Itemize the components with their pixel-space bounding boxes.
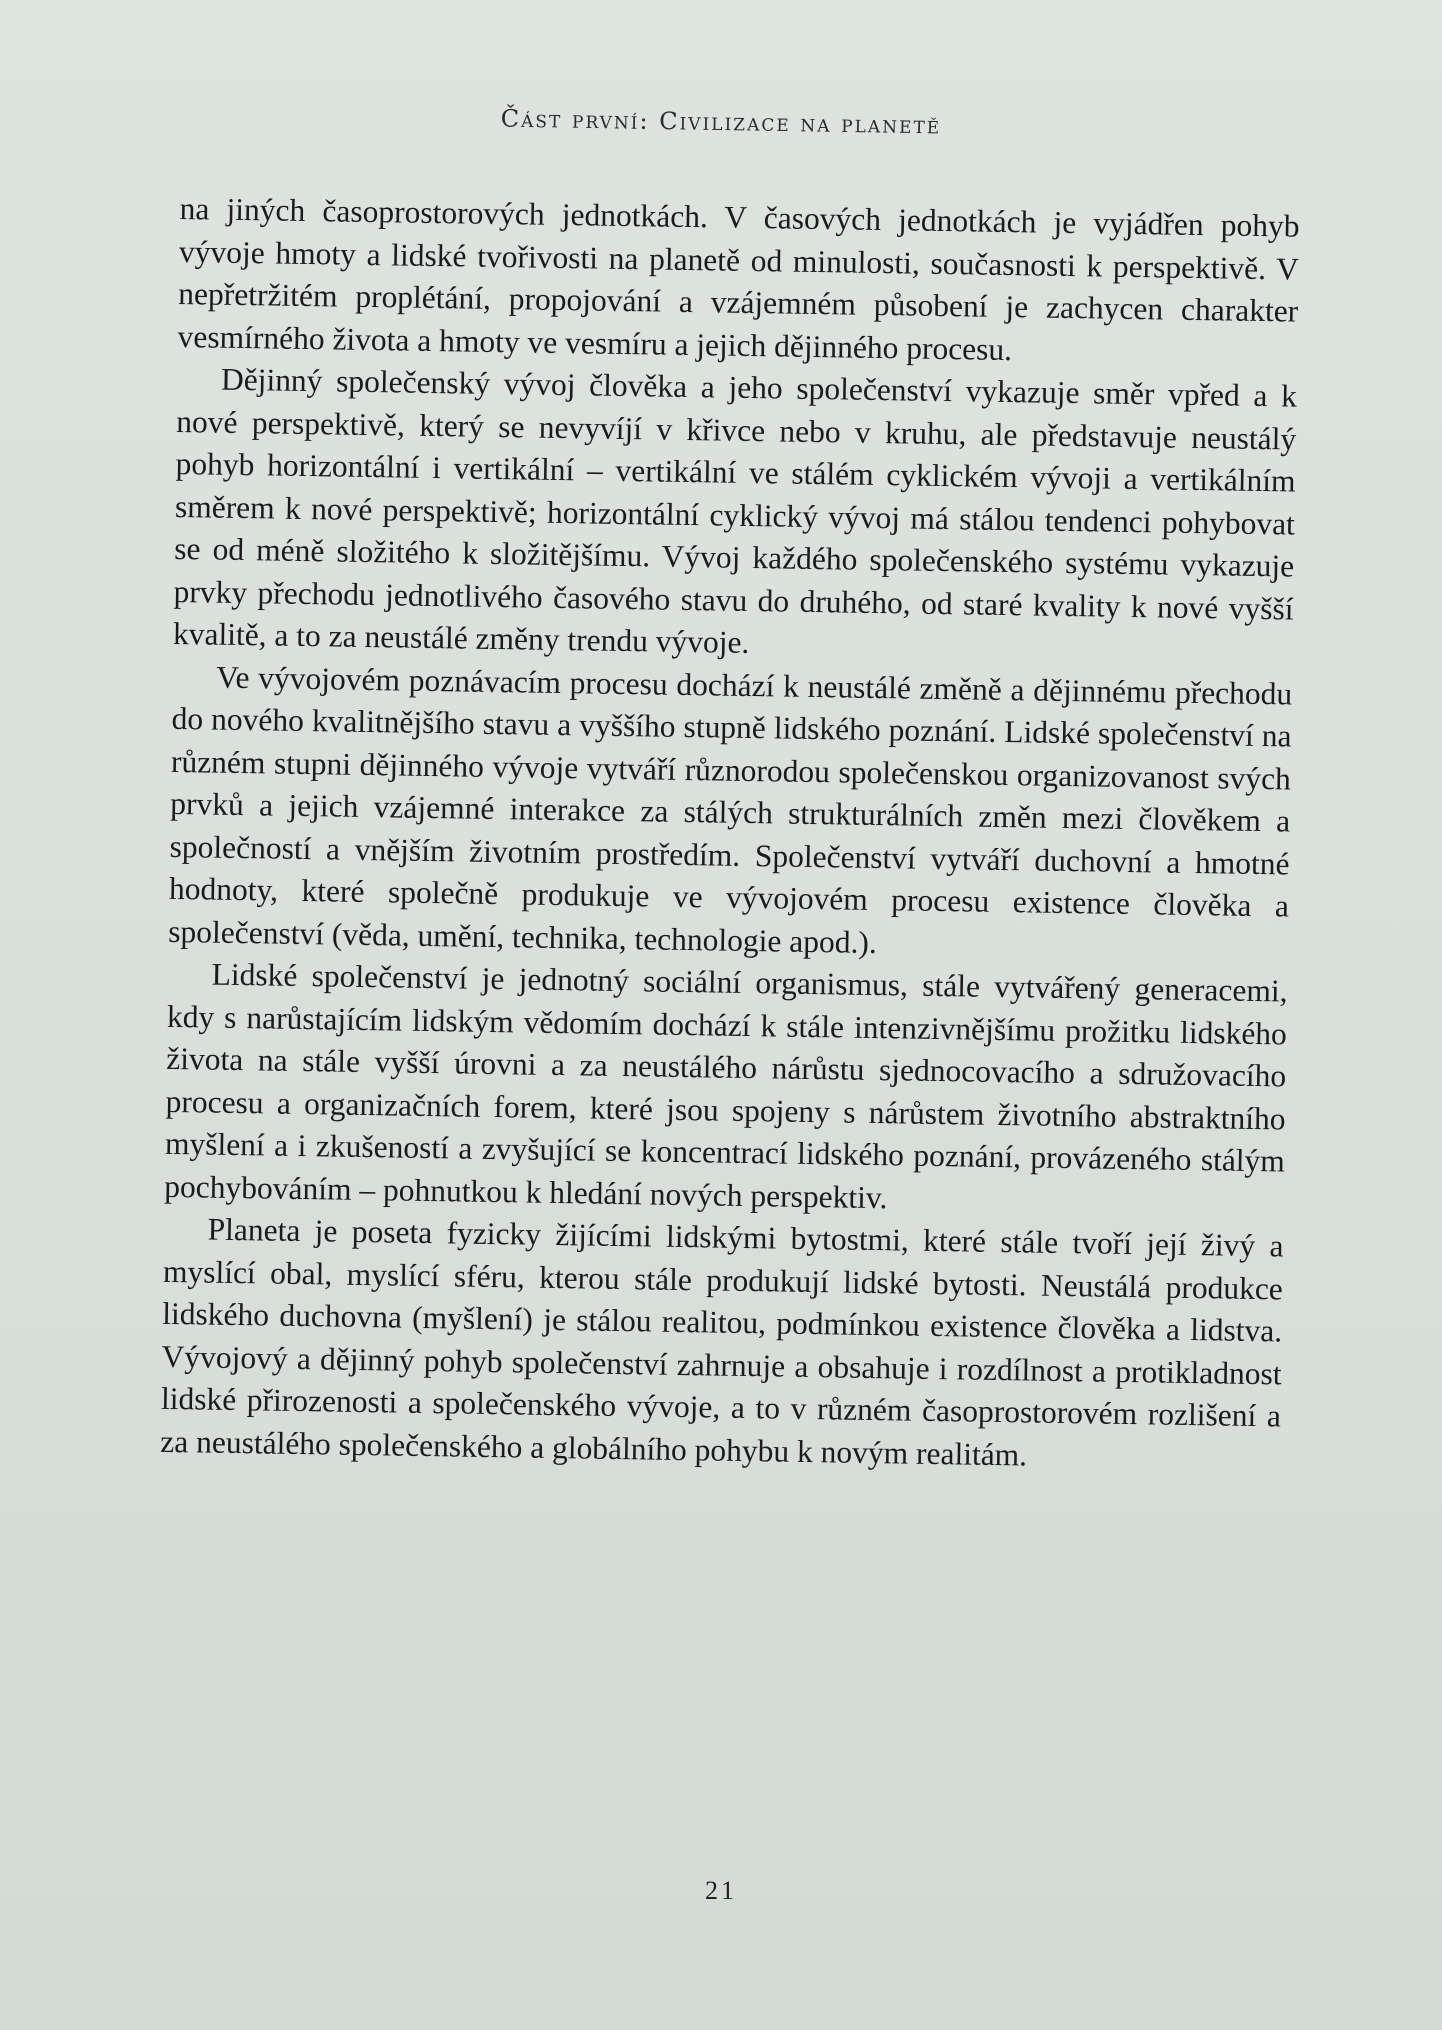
paragraph-2: Dějinný společenský vývoj člověka a jeho společenství vykazuje směr vpřed a k nové perspektivě, který se nevyvíjí v křivce nebo v kruhu, ale představuje neustálý pohyb horizontální i vertikální – vertikální ve stálém cyklickém vývoji a vertikálním směrem k nové perspektivě; horizontální cyklický vývoj má stálou tendenci pohybovat se od méně složitého k složitějšímu. Vývoj každého společenského systému vykazuje prvky přechodu jednotlivého časového stavu do druhého, od staré kvality k nové vyšší kvalitě, a to za neustálé změny trendu vývoje. <box>172 361 1298 660</box>
paragraph-4: Lidské společenství je jednotný sociální organismus, stále vytvářený generacemi, kdy s narůstajícím lidským vědomím dochází k stále intenzivnějšímu prožitku lidského života na stále vyšší úrovni a za neustálého nárůstu sjednocovacího a sdružovacího procesu a organizačních forem, které jsou spojeny s nárůstem životního abstraktního myšlení a i zkušeností a zvyšující se koncentrací lidského poznání, provázeného stálým pochybováním – pohnutkou k hledání nových perspektiv. <box>164 956 1288 1215</box>
paragraph-1: na jiných časoprostorových jednotkách. V časových jednotkách je vyjádřen pohyb vývoje hmoty a lidské tvořivosti na planetě od minulosti, současnosti k perspektivě. V nepřetržitém proplétání, propojování a vzájemném působení je zachycen charakter vesmírného života a hmoty ve vesmíru a jejich dějinného procesu. <box>177 190 1300 367</box>
paragraph-5: Planeta je poseta fyzicky žijícími lidskými bytostmi, které stále tvoří její živý a myslící obal, myslící sféru, kterou stále produkují lidské bytosti. Neustálá produkce lidského duchovna (myšlení) je stálou realitou, podmínkou existence člověka a lidstva. Vývojový a dějinný pohyb společenství zahrnuje a obsahuje i rozdílnost a protikladnost lidské přirozenosti a společenského vývoje, a to v různém časoprostorovém rozlišení a za neustálého společenského a globálního pohybu k novým realitám. <box>160 1211 1284 1472</box>
running-head: Část první: Civilizace na planetě <box>500 104 942 140</box>
paragraph-3: Ve vývojovém poznávacím procesu dochází k neustálé změně a dějinnému přechodu do nového kvalitnějšího stavu a vyššího stupně lidského poznání. Lidské společenství na různém stupni dějinného vývoje vytváří různorodou společenskou organizovanost svých prvků a jejich vzájemné interakce za stálých strukturálních změn mezi člověkem a společností a vnějším životním prostředím. Společenství vytváří duchovní a hmotné hodnoty, které společně produkuje ve vývojovém procesu existence člověka a společenství (věda, umění, technika, technologie apod.). <box>168 659 1293 960</box>
page-number: 21 <box>705 1876 737 1905</box>
body-text <box>160 188 1300 1480</box>
